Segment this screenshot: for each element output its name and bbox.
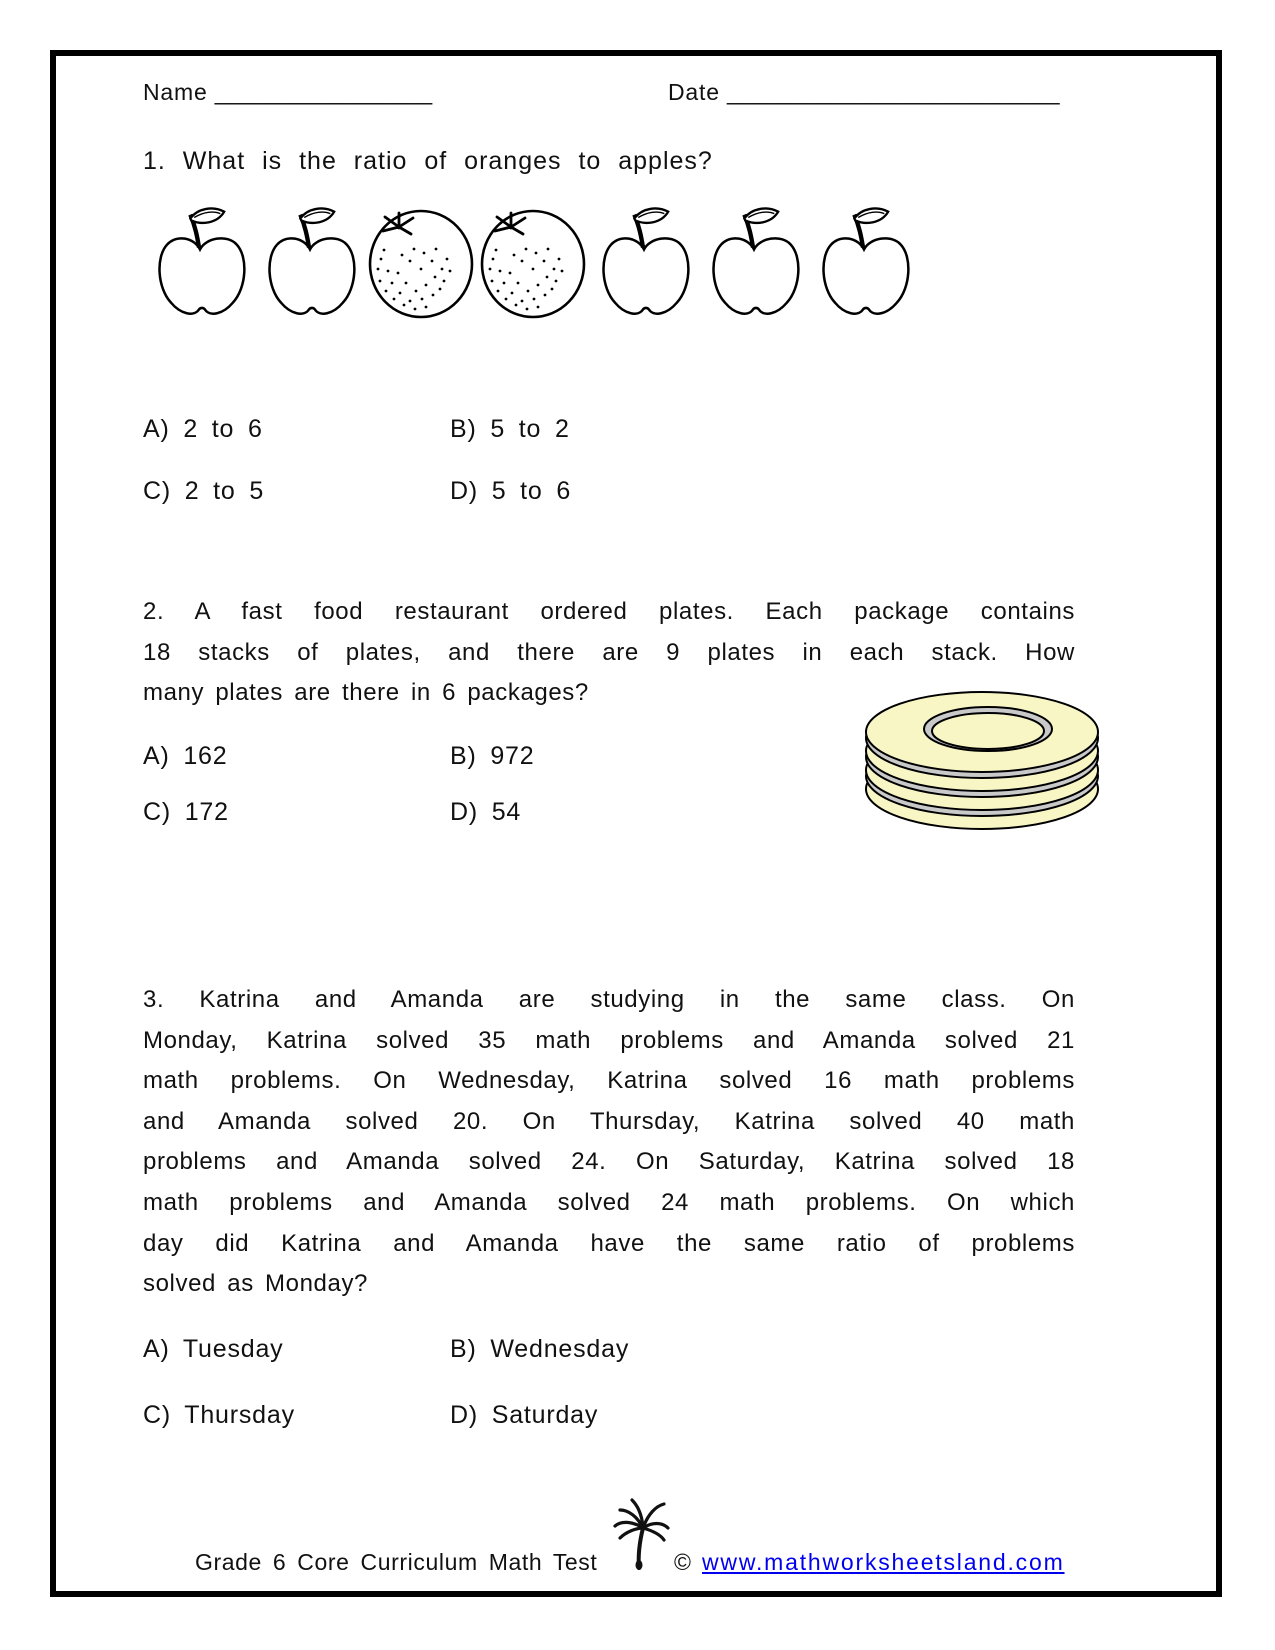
- q3-line-2: Monday, Katrina solved 35 math problems and Amanda solved 21: [143, 1026, 1075, 1054]
- apple-icon: [589, 203, 699, 321]
- apple-icon: [145, 203, 255, 321]
- q1-option-b: B) 5 to 2: [450, 415, 570, 443]
- q2-option-b: B) 972: [450, 742, 535, 770]
- q3-option-c: C) Thursday: [143, 1401, 295, 1429]
- apple-icon: [809, 203, 919, 321]
- q3-option-b: B) Wednesday: [450, 1335, 630, 1363]
- question-3-text: [143, 980, 1075, 1305]
- q3-line-1: 3. Katrina and Amanda are studying in the same class. On: [143, 986, 1075, 1013]
- q2-line-3: many plates are there in 6 packages?: [143, 679, 589, 707]
- q2-option-c: C) 172: [143, 798, 229, 826]
- date-label: Date: [668, 79, 720, 105]
- apple-icon: [255, 203, 365, 321]
- name-field: [143, 79, 432, 106]
- q2-option-d: D) 54: [450, 798, 522, 826]
- q2-line-2: 18 stacks of plates, and there are 9 plates in each stack. How: [143, 638, 1075, 666]
- date-blank-line: __________________________: [727, 79, 1060, 105]
- q3-line-8: solved as Monday?: [143, 1270, 368, 1298]
- website-link[interactable]: www.mathworksheetsland.com: [702, 1549, 1065, 1575]
- q3-line-5: problems and Amanda solved 24. On Saturday, Katrina solved 18: [143, 1148, 1075, 1176]
- q2-option-a: A) 162: [143, 742, 228, 770]
- q3-line-6: math problems and Amanda solved 24 math problems. On which: [143, 1188, 1075, 1216]
- copyright-symbol: ©: [674, 1549, 692, 1575]
- q3-line-7: day did Katrina and Amanda have the same ratio of problems: [143, 1229, 1075, 1257]
- orange-icon: [365, 203, 477, 321]
- question-1-title: 1. What is the ratio of oranges to apples?: [143, 147, 713, 175]
- q3-line-3: math problems. On Wednesday, Katrina solved 16 math problems: [143, 1067, 1075, 1095]
- q2-line-1: 2. A fast food restaurant ordered plates. Each package contains: [143, 598, 1075, 625]
- stack-of-plates-icon: [858, 678, 1106, 836]
- q3-line-4: and Amanda solved 20. On Thursday, Katrina solved 40 math: [143, 1107, 1075, 1135]
- palm-tree-icon: [612, 1498, 670, 1572]
- question-1-fruit-row: [145, 203, 919, 321]
- date-field: [668, 79, 1060, 106]
- q1-option-c: C) 2 to 5: [143, 477, 265, 505]
- apple-icon: [699, 203, 809, 321]
- q3-option-d: D) Saturday: [450, 1401, 599, 1429]
- name-blank-line: _________________: [214, 79, 433, 105]
- q3-option-a: A) Tuesday: [143, 1335, 284, 1363]
- name-label: Name: [143, 79, 208, 105]
- q1-option-a: A) 2 to 6: [143, 415, 263, 443]
- q1-option-d: D) 5 to 6: [450, 477, 572, 505]
- footer-worksheet-title: Grade 6 Core Curriculum Math Test: [195, 1549, 598, 1575]
- orange-icon: [477, 203, 589, 321]
